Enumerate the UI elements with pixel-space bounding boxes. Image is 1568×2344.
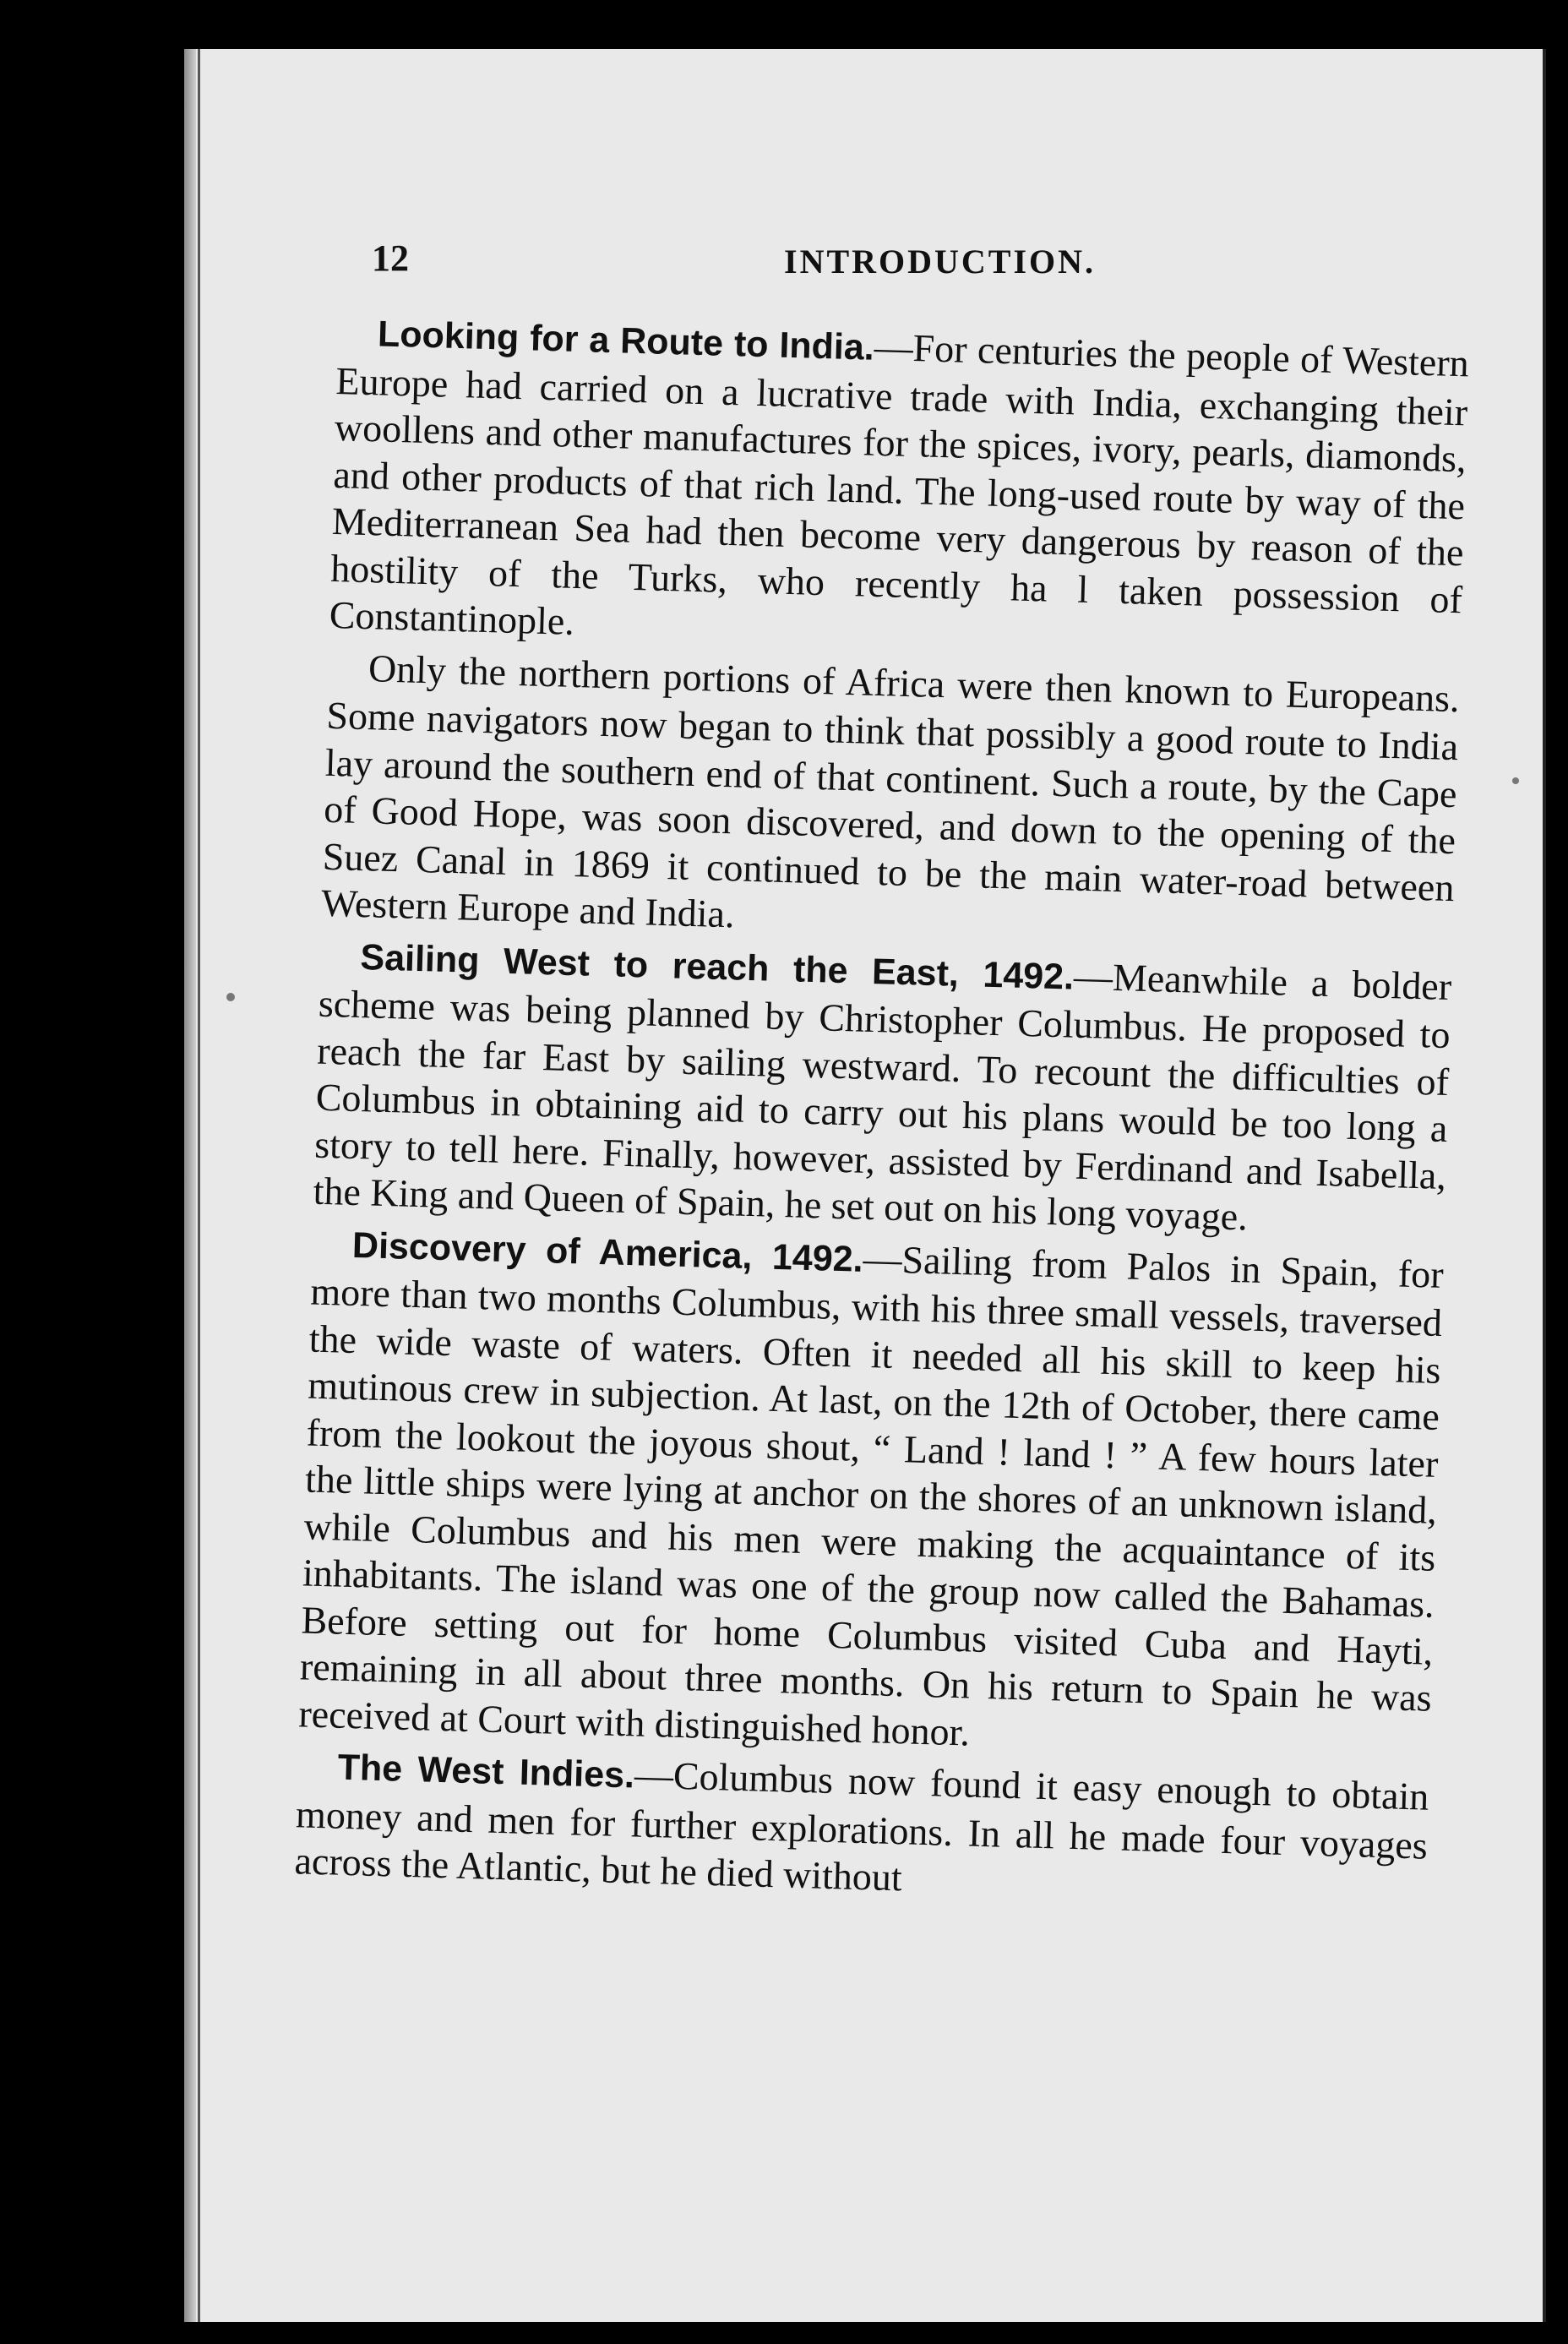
page-header bbox=[372, 237, 1470, 296]
paragraph bbox=[321, 643, 1461, 957]
ink-speck bbox=[226, 993, 235, 1001]
paragraph bbox=[329, 308, 1469, 670]
page-edge bbox=[1543, 49, 1546, 2322]
body-text bbox=[294, 308, 1470, 1921]
ink-speck bbox=[1512, 777, 1519, 784]
page-number: 12 bbox=[372, 237, 409, 279]
paragraph bbox=[313, 931, 1452, 1246]
paragraph-text: —For centuries the people of Western Europe had carried on a lucrative trade with India, exchanging their woollens and other manufactures for the spices, ivory, pearls, diamonds, and other products of that rich land. The long-used route by way of the Mediterranean Sea had then become very dangerous by reason of the hostility of the Turks, who recently ha l taken possession of Constantinople. bbox=[329, 324, 1470, 643]
section-heading: The West Indies. bbox=[337, 1747, 635, 1796]
paragraph-text: Only the northern portions of Africa were then known to Europeans. Some navigators now began to think that possibly a good route to India lay around the southern end of that continent. Such a route, by the Cape of Good Hope, was soon discovered, and down to the opening of the Suez Canal in 1869 it continued to be the main water-road between Western Europe and India. bbox=[320, 646, 1461, 936]
binding-gutter bbox=[198, 49, 200, 2322]
paragraph-text: —Columbus now found it easy enough to obtain money and men for further explorations. In all he made four voyages across the Atlantic, but he died without bbox=[293, 1753, 1430, 1900]
section-heading: Sailing West to reach the East, 1492. bbox=[359, 936, 1075, 998]
paragraph bbox=[298, 1219, 1445, 1769]
running-head: INTRODUCTION. bbox=[784, 243, 1097, 281]
paragraph bbox=[294, 1742, 1429, 1916]
paragraph-text: —Sailing from Palos in Spain, for more than two months Columbus, with his three small vessels, traversed the wide waste of waters. Often it needed all his skill to keep his mutinous crew in subjection. At last, on the 12th of October, there came from the lookout the joyous shout, “ Land ! land ! ” A few hours later the little ships were lying at anchor on the shores of an unknown island, while Columbus and his men were making the acquaintance of its inhabitants. The island was one of the group now called the Bahamas. Before setting out for home Columbus visited Cuba and Hayti, remaining in all about three months. On his return to Spain he was received at Court with distinguished honor. bbox=[297, 1236, 1445, 1754]
section-heading: Discovery of America, 1492. bbox=[351, 1224, 864, 1280]
paragraph-text: —Meanwhile a bolder scheme was being planned by Christopher Columbus. He proposed to reach the far East by sailing westward. To recount the difficulties of Columbus in obtaining aid to carry out his plans would be too long a story to tell here. Finally, however, assisted by Ferdinand and Isabella, the King and Queen of Spain, he set out on his long voyage. bbox=[313, 954, 1452, 1239]
section-heading: Looking for a Route to India. bbox=[377, 313, 875, 368]
